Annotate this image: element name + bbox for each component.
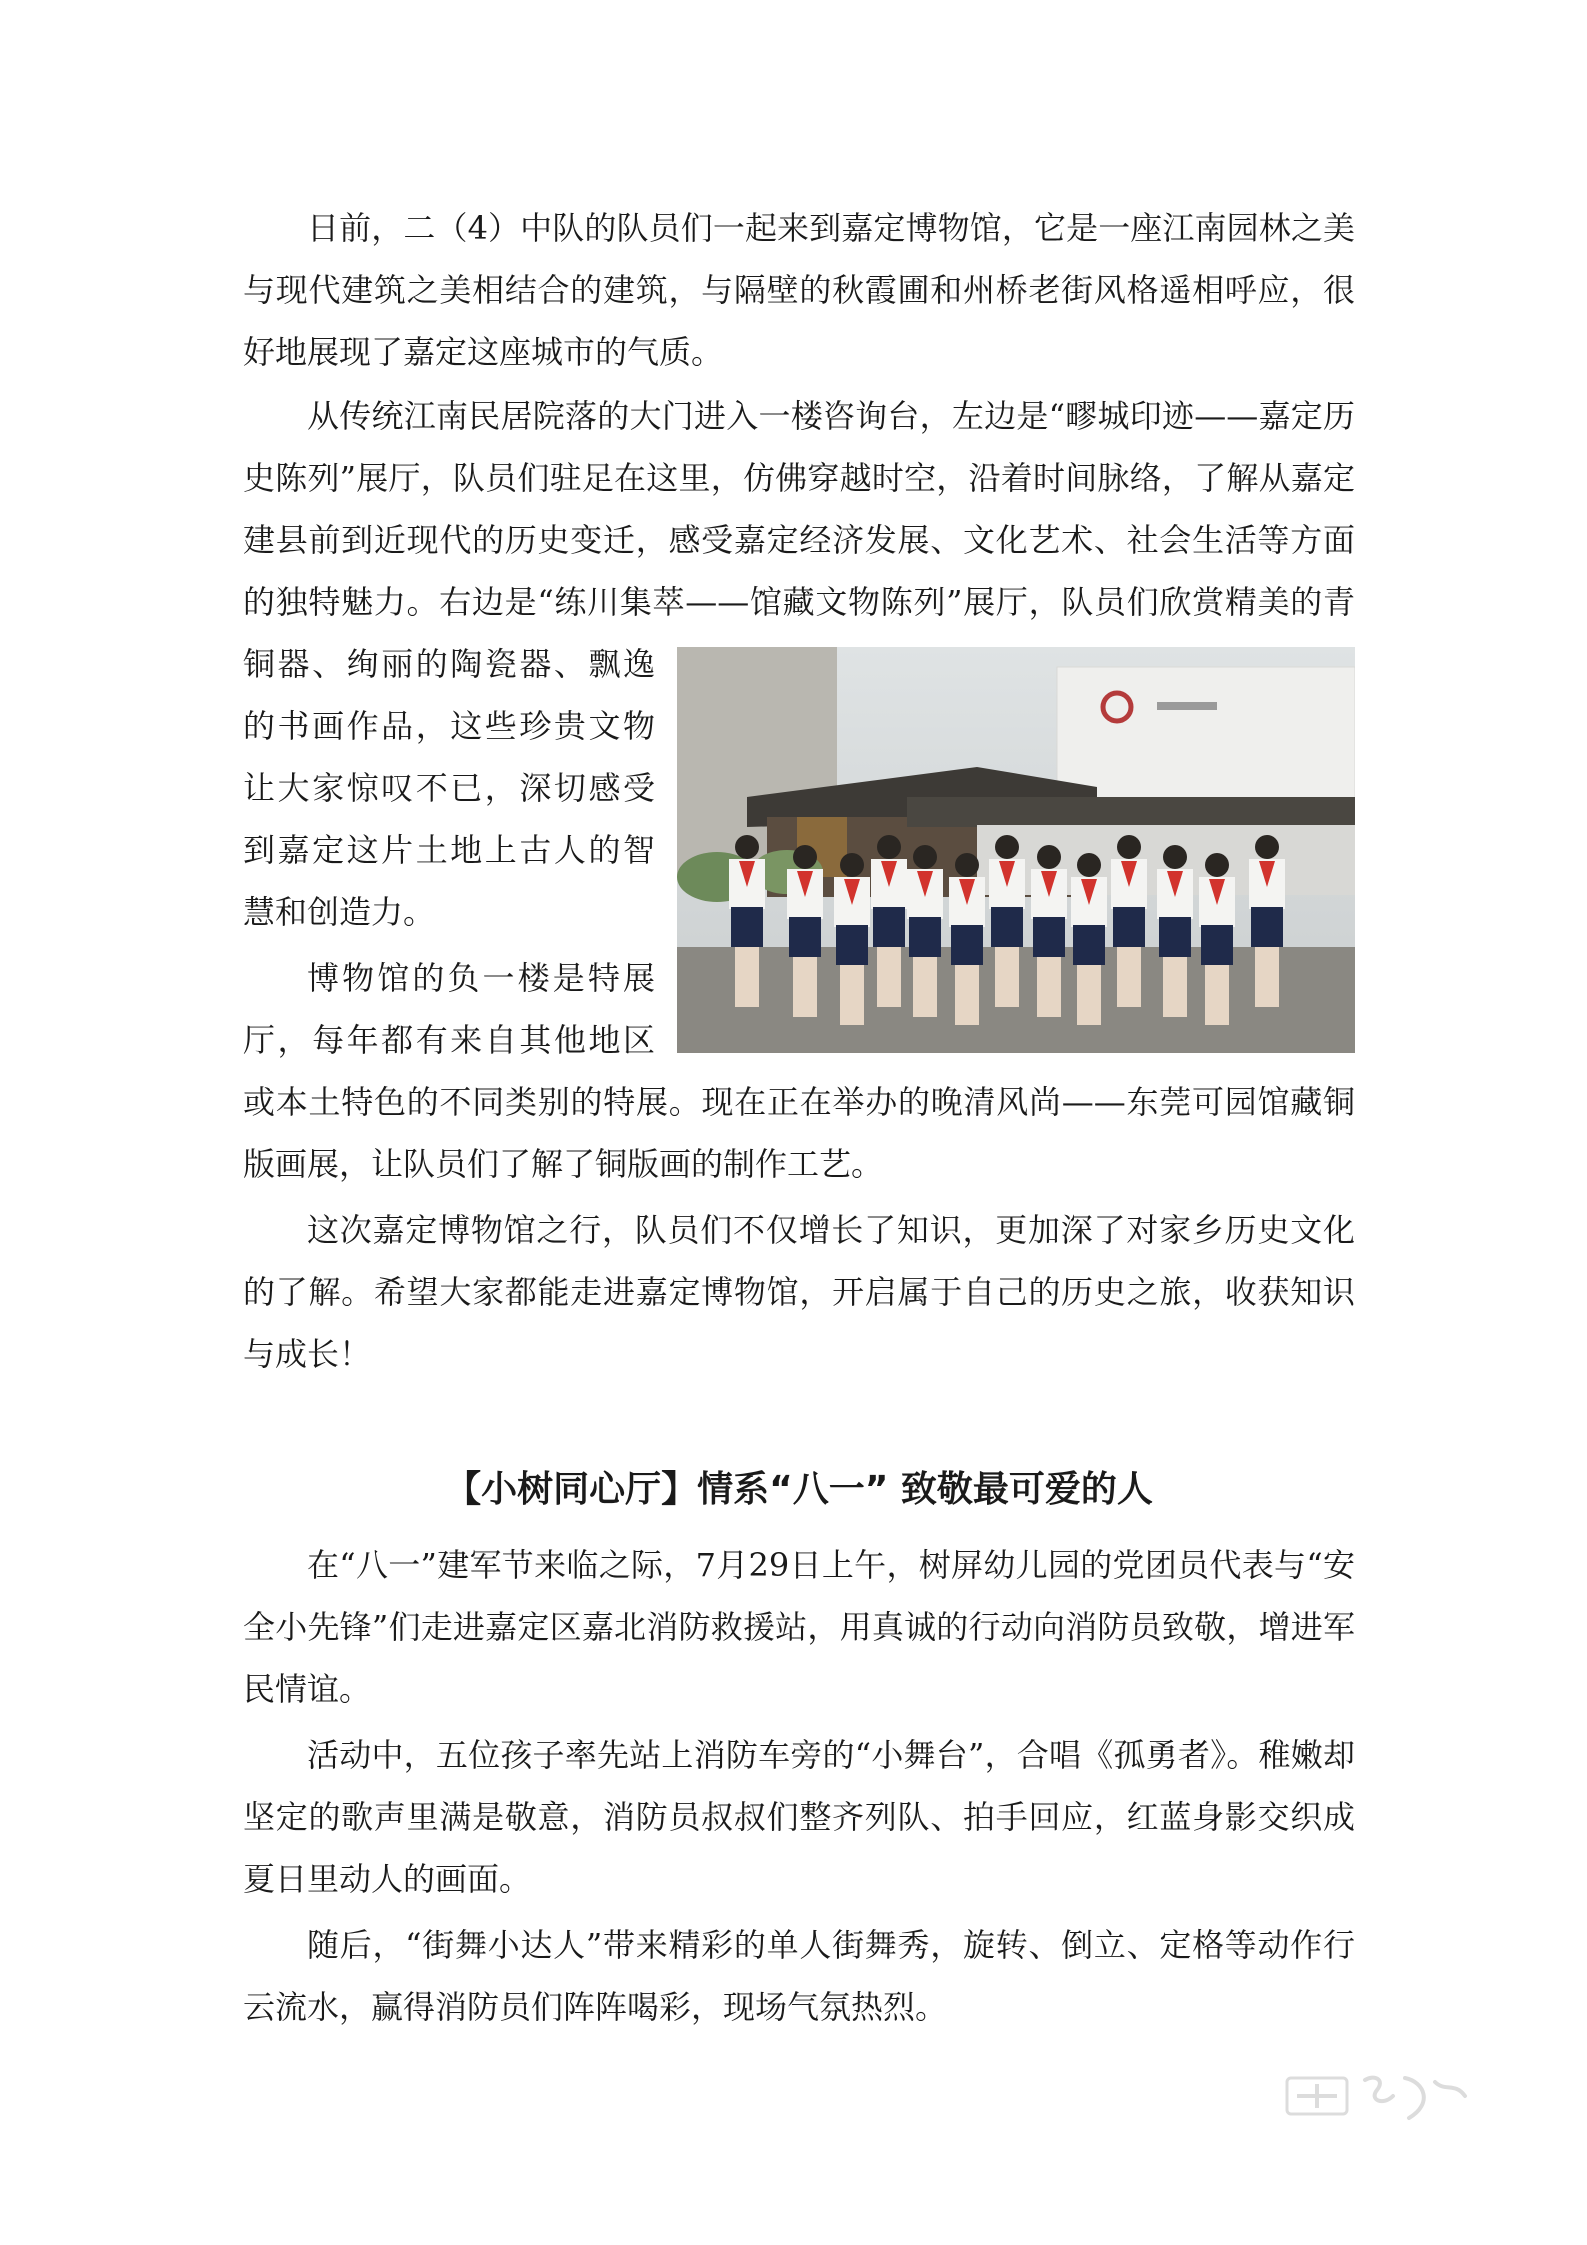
article2-paragraph-2: 活动中，五位孩子率先站上消防车旁的“小舞台”，合唱《孤勇者》。稚嫩却坚定的歌声里满是敬意，消防员叔叔们整齐列队、拍手回应，红蓝身影交织成夏日里动人的画面。 — [243, 1736, 1355, 1898]
article-2 — [243, 1534, 1355, 2038]
article-1-layout — [243, 385, 1355, 1385]
museum-group-photo — [677, 647, 1355, 1053]
watermark-logo-icon — [1285, 2060, 1485, 2130]
article2-paragraph-3: 随后，“街舞小达人”带来精彩的单人街舞秀，旋转、倒立、定格等动作行云流水，赢得消防员们阵阵喝彩，现场气氛热烈。 — [243, 1926, 1355, 2026]
article1-paragraph-3: 博物馆的负一楼是特展厅，每年都有来自其他地区或本土特色的不同类别的特展。现在正在举办的晚清风尚——东莞可园馆藏铜版画展，让队员们了解了铜版画的制作工艺。 — [243, 959, 1355, 1183]
article2-paragraph-1: 在“八一”建军节来临之际，7月29日上午，树屏幼儿园的党团员代表与“安全小先锋”们走进嘉定区嘉北消防救援站，用真诚的行动向消防员致敬，增进军民情谊。 — [243, 1546, 1355, 1708]
article1-paragraph-1: 日前，二（4）中队的队员们一起来到嘉定博物馆，它是一座江南园林之美与现代建筑之美相结合的建筑，与隔壁的秋霞圃和州桥老街风格遥相呼应，很好地展现了嘉定这座城市的气质。 — [243, 209, 1355, 371]
article1-paragraph-2: 从传统江南民居院落的大门进入一楼咨询台，左边是“疁城印迹——嘉定历史陈列”展厅，队员们驻足在这里，仿佛穿越时空，沿着时间脉络，了解从嘉定建县前到近现代的历史变迁，感受嘉定经济发展、文化艺术、社会生活等方面的独特魅力。右边是“练川集萃——馆藏文物陈列”展厅，队员们欣赏精美的青铜器、绚丽的陶瓷器、飘逸的书画作品，这些珍贵文物让大家惊叹不已，深切感受到嘉定这片土地上古人的智慧和创造力。 — [243, 397, 1355, 931]
article1-paragraph-4: 这次嘉定博物馆之行，队员们不仅增长了知识，更加深了对家乡历史文化的了解。希望大家都能走进嘉定博物馆，开启属于自己的历史之旅，收获知识与成长！ — [243, 1211, 1355, 1373]
section-title: 【小树同心厅】情系“八一” 致敬最可爱的人 — [445, 1469, 1153, 1510]
article-1 — [243, 197, 1355, 387]
watermark-logo — [1285, 2060, 1485, 2130]
museum-photo-illustration — [677, 647, 1355, 1053]
